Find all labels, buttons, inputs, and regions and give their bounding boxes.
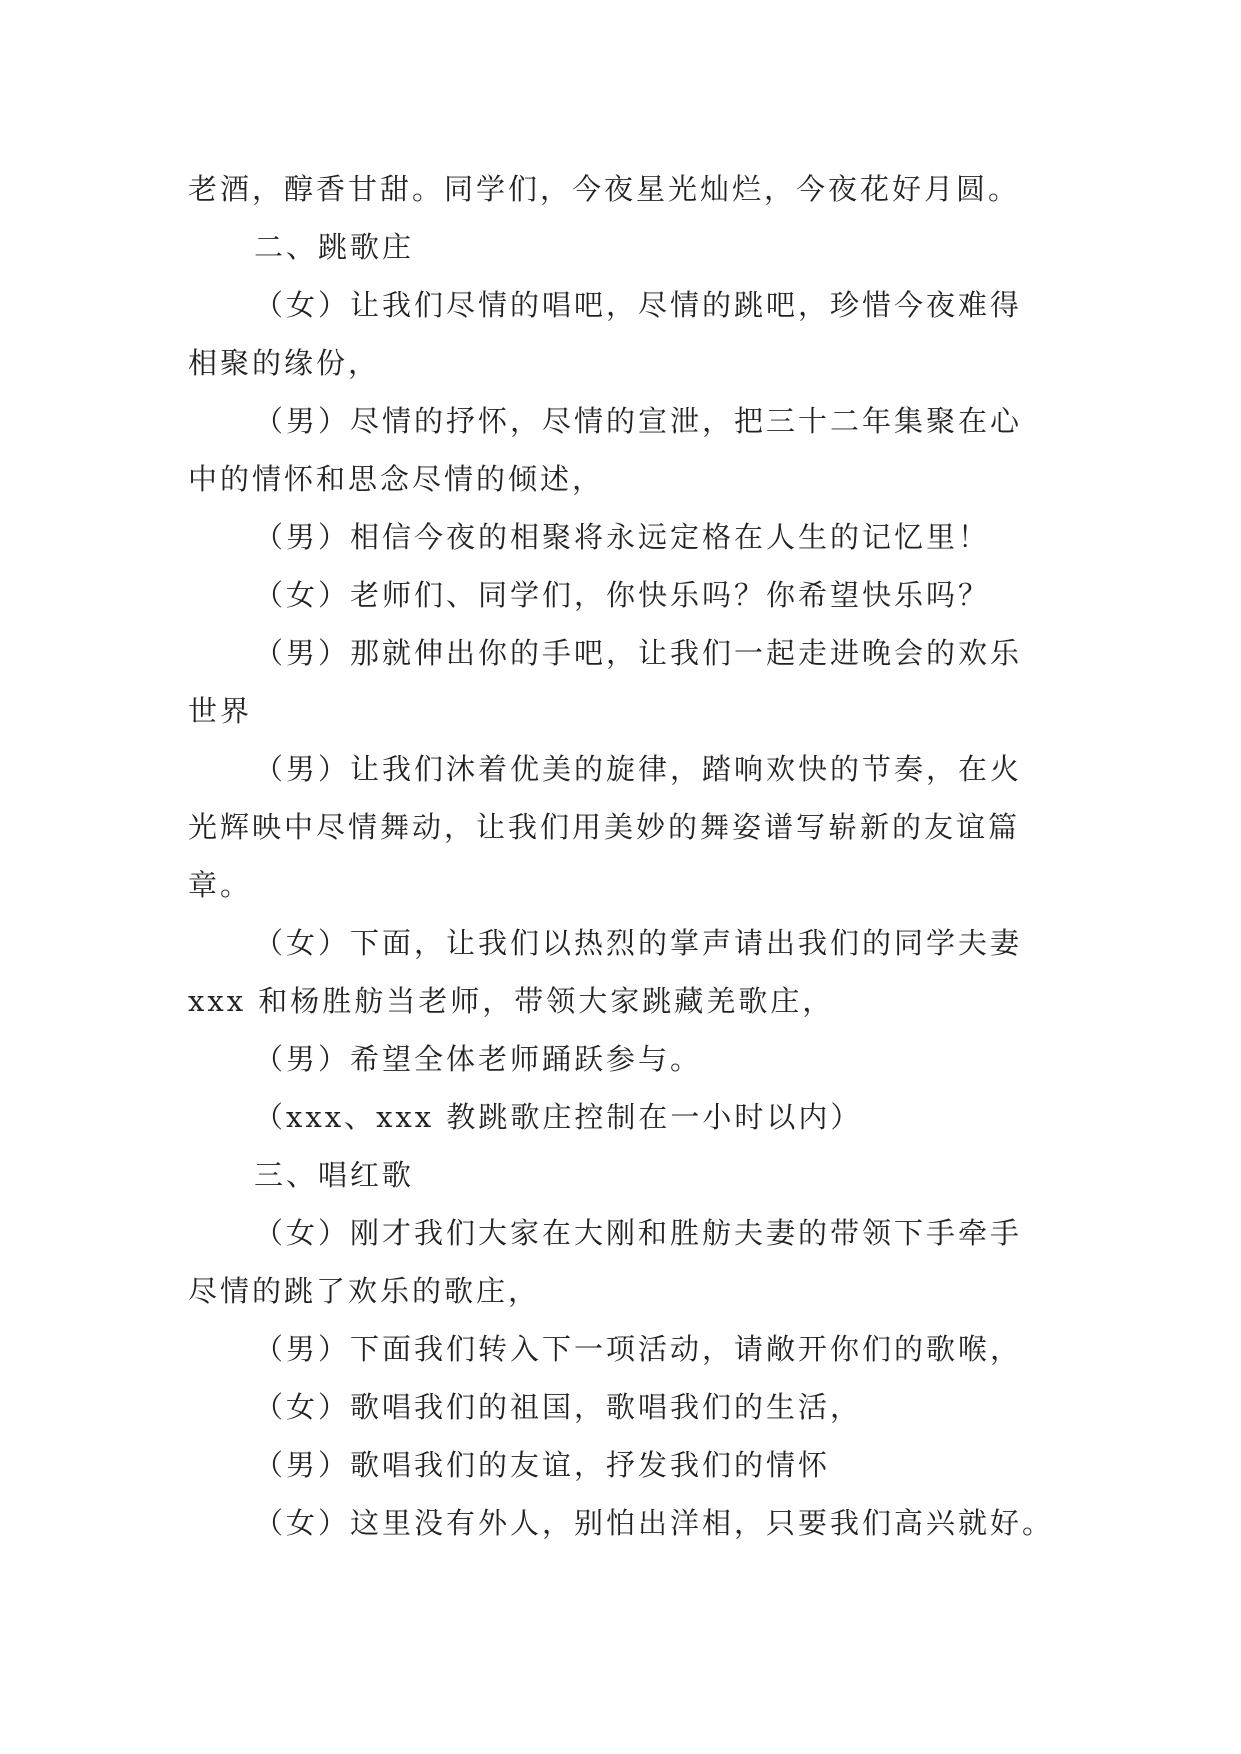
text-line: （男）尽情的抒怀，尽情的宣泄，把三十二年集聚在心 (254, 404, 1023, 438)
text-line: （男）希望全体老师踊跃参与。 (254, 1042, 703, 1076)
text-line: （女）让我们尽情的唱吧，尽情的跳吧，珍惜今夜难得 (254, 288, 1023, 322)
text-line: （女）老师们、同学们，你快乐吗？你希望快乐吗？ (254, 578, 991, 612)
section-heading: 三、唱红歌 (254, 1158, 415, 1192)
text-line: （女）下面，让我们以热烈的掌声请出我们的同学夫妻 (254, 926, 1023, 960)
text-line: 中的情怀和思念尽情的倾述， (188, 462, 605, 496)
text-line: 世界 (188, 694, 253, 728)
text-line: 尽情的跳了欢乐的歌庄， (188, 1274, 541, 1308)
text-line: （女）这里没有外人，别怕出洋相，只要我们高兴就好。 (254, 1506, 1055, 1540)
text-line: （女）歌唱我们的祖国，歌唱我们的生活， (254, 1390, 863, 1424)
section-heading: 二、跳歌庄 (254, 230, 415, 264)
text-line: （男）那就伸出你的手吧，让我们一起走进晚会的欢乐 (254, 636, 1023, 670)
text-line: （男）下面我们转入下一项活动，请敞开你们的歌喉， (254, 1332, 1023, 1366)
text-line: （xxx、xxx 教跳歌庄控制在一小时以内） (254, 1100, 863, 1134)
text-line: xxx 和杨胜舫当老师，带领大家跳藏羌歌庄， (188, 984, 835, 1018)
text-line: （男）让我们沐着优美的旋律，踏响欢快的节奏，在火 (254, 752, 1023, 786)
text-line: 光辉映中尽情舞动，让我们用美妙的舞姿谱写崭新的友谊篇 (188, 810, 1021, 844)
text-line: （男）歌唱我们的友谊，抒发我们的情怀 (254, 1448, 831, 1482)
text-line: 章。 (188, 868, 253, 902)
document-body (188, 160, 1068, 1552)
text-line: （男）相信今夜的相聚将永远定格在人生的记忆里！ (254, 520, 991, 554)
text-line: 老酒，醇香甘甜。同学们，今夜星光灿烂，今夜花好月圆。 (188, 172, 1021, 206)
text-line: 相聚的缘份， (188, 346, 381, 380)
text-line: （女）刚才我们大家在大刚和胜舫夫妻的带领下手牵手 (254, 1216, 1023, 1250)
